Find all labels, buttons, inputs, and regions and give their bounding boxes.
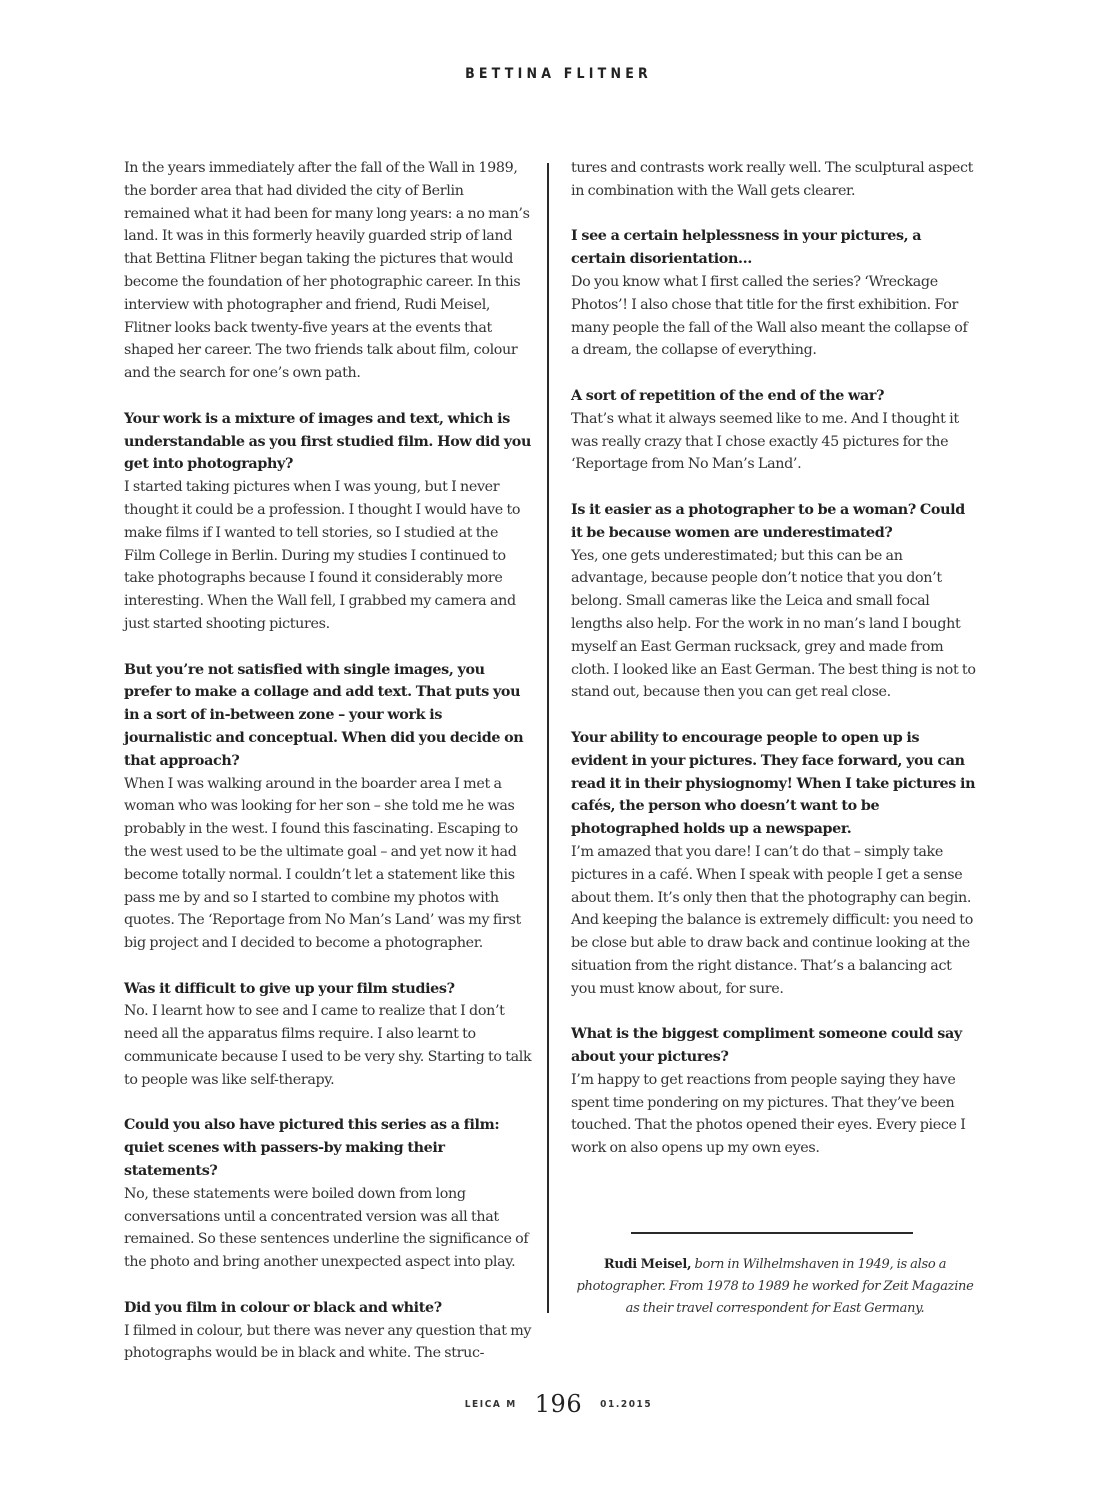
continuation-text: tures and contrasts work really well. The sculptural aspect in combination with the Wall gets clearer.	[571, 160, 974, 199]
left-column	[124, 157, 532, 1388]
interview-question: Your work is a mixture of images and text, which is understandable as you first studied film. How did you get into photography?	[124, 410, 531, 473]
interview-question: But you’re not satisfied with single images, you prefer to make a collage and add text. That puts you in a sort of in-between zone – your work is journalistic and conceptual. When did you decide on that approach?	[124, 661, 524, 769]
qa-block	[124, 1114, 532, 1274]
interview-answer: I filmed in colour, but there was never any question that my photographs would be in black and white. The struc-	[124, 1322, 532, 1362]
interview-answer: When I was walking around in the boarder area I met a woman who was looking for her son – she told me he was probably in the west. I found this fascinating. Escaping to the west used to be the ultimate goal – and yet now it had become totally normal. I couldn’t let a statement like this pass me by and so I started to combine my photos with quotes. The ‘Reportage from No Man’s Land’ was my first big project and I decided to become a photographer.	[124, 775, 521, 952]
interview-question: Did you film in colour or black and white?	[124, 1299, 442, 1316]
qa-block	[124, 408, 532, 636]
qa-block	[571, 1023, 979, 1160]
qa-block	[124, 659, 532, 955]
interview-answer: I’m amazed that you dare! I can’t do that – simply take pictures in a café. When I speak with people I get a sense about them. It’s only then that the photography can begin. And keeping the balance is extremely difficult: you need to be close but able to draw back and continue looking at the situation from the right distance. That’s a balancing act you must know about, for sure.	[571, 843, 973, 997]
interview-question: I see a certain helplessness in your pictures, a certain disorientation…	[571, 228, 922, 268]
page-footer	[0, 1390, 1117, 1418]
issue-date: 01.2015	[600, 1398, 653, 1410]
magazine-name: LEICA M	[464, 1398, 517, 1410]
interview-answer: No. I learnt how to see and I came to realize that I don’t need all the apparatus films require. I also learnt to communicate because I used to be very shy. Starting to talk to people was like self-therapy.	[124, 1003, 532, 1088]
interview-question: Your ability to encourage people to open up is evident in your pictures. They face forward, you can read it in their physiognomy! When I take pictures in cafés, the person who doesn’t want to be photographed holds up a newspaper.	[571, 729, 976, 838]
interview-answer: I started taking pictures when I was young, but I never thought it could be a profession. I thought I would have to make films if I wanted to tell stories, so I studied at the Film College in Berlin. During my studies I continued to take photographs because I found it considerably more interesting. When the Wall fell, I grabbed my camera and just started shooting pictures.	[124, 479, 521, 632]
running-title: BETTINA FLITNER	[465, 66, 652, 82]
interview-answer: That’s what it always seemed like to me. And I thought it was really crazy that I chose exactly 45 pictures for the ‘Reportage from No Man’s Land’.	[571, 410, 959, 473]
column-divider	[547, 163, 549, 1313]
qa-block	[571, 727, 979, 1001]
right-column	[571, 157, 979, 1183]
interview-question: Is it easier as a photographer to be a woman? Could it be because women are underestimated?	[571, 501, 965, 541]
interview-question: A sort of repetition of the end of the war?	[571, 387, 885, 404]
page-number: 196	[534, 1390, 583, 1418]
qa-block	[571, 499, 979, 704]
bio-text: born in Wilhelmshaven in 1949, is also a photographer. From 1978 to 1989 he worked for Zeit Magazine as their travel correspondent for East Germany.	[576, 1257, 974, 1316]
interview-question: Was it difficult to give up your film studies?	[124, 980, 455, 997]
bio-divider	[631, 1232, 913, 1234]
interview-answer: Yes, one gets underestimated; but this can be an advantage, because people don’t notice that you don’t belong. Small cameras like the Leica and small focal lengths also help. For the work in no man’s land I bought myself an East German rucksack, grey and made from cloth. I looked like an East German. The best thing is not to stand out, because then you can get real close.	[571, 547, 976, 701]
interview-answer: Do you know what I first called the series? ‘Wreckage Photos’! I also chose that title for the first exhibition. For many people the fall of the Wall also meant the collapse of a dream, the collapse of everything.	[571, 273, 968, 359]
interview-answer: I’m happy to get reactions from people saying they have spent time pondering on my pictures. That they’ve been touched. That the photos opened their eyes. Every piece I work on also opens up my own eyes.	[571, 1071, 966, 1157]
qa-block	[571, 225, 979, 362]
qa-block	[571, 385, 979, 476]
interview-question: What is the biggest compliment someone could say about your pictures?	[571, 1026, 962, 1066]
qa-block	[124, 978, 532, 1092]
interview-answer: No, these statements were boiled down from long conversations until a concentrated version was all that remained. So these sentences underline the significance of the photo and bring another unexpected aspect into play.	[124, 1185, 529, 1271]
interview-question: Could you also have pictured this series as a film: quiet scenes with passers-by making their statements?	[124, 1117, 500, 1180]
continuation-paragraph	[571, 157, 979, 203]
intro-text: In the years immediately after the fall of the Wall in 1989, the border area that had divided the city of Berlin remained what it had been for many long years: a no man’s land. It was in this formerly heavily guarded strip of land that Bettina Flitner began taking the pictures that would become the foundation of her photographic career. In this interview with photographer and friend, Rudi Meisel, Flitner looks back twenty-five years at the events that shaped her career. The two friends talk about film, colour and the search for one’s own path.	[124, 160, 530, 382]
author-bio	[571, 1254, 979, 1320]
intro-paragraph	[124, 157, 532, 385]
qa-block	[124, 1297, 532, 1365]
bio-name: Rudi Meisel,	[603, 1257, 692, 1272]
